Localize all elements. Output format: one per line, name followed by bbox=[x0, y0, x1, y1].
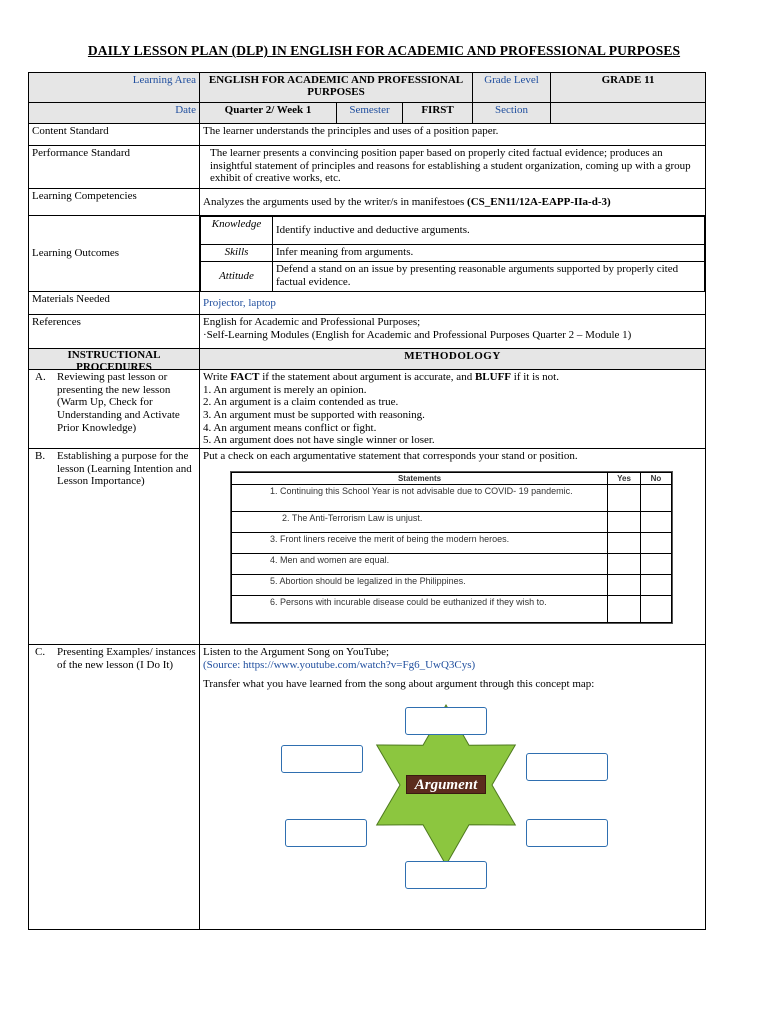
step-a-content bbox=[200, 370, 706, 449]
yes-checkbox-cell[interactable] bbox=[608, 574, 641, 595]
bluff-keyword: BLUFF bbox=[474, 371, 512, 383]
header-row-2 bbox=[29, 103, 706, 124]
step-a-instruction bbox=[203, 371, 702, 384]
learning-competencies-row bbox=[29, 189, 706, 216]
table-row bbox=[232, 553, 672, 574]
materials-row bbox=[29, 292, 706, 315]
argument-label: Argument bbox=[406, 775, 486, 794]
list-item: 3. An argument must be supported with reasoning. bbox=[203, 408, 425, 421]
learning-outcomes-table bbox=[200, 216, 705, 291]
learning-outcomes-label: Learning Outcomes bbox=[29, 216, 200, 292]
learning-competencies-cell bbox=[200, 189, 706, 216]
table-row bbox=[232, 484, 672, 511]
instruction-text: if it is not. bbox=[511, 371, 559, 383]
reference-line: English for Academic and Professional Purposes; bbox=[203, 316, 421, 328]
step-a-content-wrap bbox=[203, 371, 702, 447]
no-checkbox-cell[interactable] bbox=[641, 484, 672, 511]
step-c-label-cell bbox=[29, 645, 200, 930]
procedures-header-right: METHODOLOGY bbox=[200, 349, 706, 370]
materials-label: Materials Needed bbox=[29, 292, 200, 315]
statement-cell: 6. Persons with incurable disease could be euthanized if they wish to. bbox=[232, 595, 608, 622]
no-checkbox-cell[interactable] bbox=[641, 553, 672, 574]
step-c-letter: C. bbox=[35, 646, 46, 658]
step-a-label-wrap bbox=[35, 371, 196, 447]
table-row bbox=[232, 532, 672, 553]
step-c-line2: Transfer what you have learned from the song about argument through this concept map: bbox=[203, 678, 595, 691]
statements-header: Statements bbox=[232, 472, 608, 484]
step-c-row bbox=[29, 645, 706, 930]
statements-table-image bbox=[230, 471, 673, 624]
yes-header: Yes bbox=[608, 472, 641, 484]
materials-value: Projector, laptop bbox=[200, 292, 706, 315]
step-a-label: Reviewing past lesson or presenting the new lesson (Warm Up, Check for Understanding and Activate Prior Knowledge) bbox=[57, 371, 180, 434]
list-item: 4. An argument means conflict or fight. bbox=[203, 421, 377, 434]
statement-cell: 1. Continuing this School Year is not advisable due to COVID- 19 pandemic. bbox=[232, 484, 608, 511]
yes-checkbox-cell[interactable] bbox=[608, 595, 641, 622]
performance-standard-value: The learner presents a convincing position paper based on properly cited factual evidence; produces an insightful statement of principles and reasons for establishing a student organization, coming up with a group exhibit of creative works, etc. bbox=[200, 146, 706, 189]
yes-checkbox-cell[interactable] bbox=[608, 484, 641, 511]
step-c-content bbox=[200, 645, 706, 930]
statement-cell: 2. The Anti-Terrorism Law is unjust. bbox=[232, 511, 608, 532]
table-row bbox=[232, 511, 672, 532]
outcome-text: Identify inductive and deductive arguments. bbox=[273, 217, 705, 245]
outcome-knowledge-row bbox=[201, 217, 705, 245]
grade-level-label: Grade Level bbox=[473, 73, 551, 103]
learning-outcomes-row bbox=[29, 216, 706, 292]
instruction-text: if the statement about argument is accurate, and bbox=[259, 371, 475, 383]
outcome-domain: Attitude bbox=[201, 262, 273, 291]
reference-line: ·Self-Learning Modules (English for Academic and Professional Purposes Quarter 2 – Module 1) bbox=[203, 328, 632, 341]
lesson-plan-table bbox=[28, 72, 706, 930]
step-c-label-wrap bbox=[35, 646, 196, 671]
no-checkbox-cell[interactable] bbox=[641, 532, 672, 553]
statements-header-row bbox=[232, 472, 672, 484]
outcome-skills-row bbox=[201, 245, 705, 262]
list-item: 2. An argument is a claim contended as true. bbox=[203, 396, 399, 409]
date-label: Date bbox=[29, 103, 200, 124]
performance-standard-row bbox=[29, 146, 706, 189]
no-checkbox-cell[interactable] bbox=[641, 595, 672, 622]
no-checkbox-cell[interactable] bbox=[641, 574, 672, 595]
statement-cell: 3. Front liners receive the merit of being the modern heroes. bbox=[232, 532, 608, 553]
competency-code: (CS_EN11/12A-EAPP-IIa-d-3) bbox=[467, 195, 611, 208]
learning-competencies-label: Learning Competencies bbox=[29, 189, 200, 216]
procedures-header-text: INSTRUCTIONAL PROCEDURES bbox=[67, 349, 161, 373]
header-row-1 bbox=[29, 73, 706, 103]
step-b-row bbox=[29, 449, 706, 645]
yes-checkbox-cell[interactable] bbox=[608, 532, 641, 553]
no-checkbox-cell[interactable] bbox=[641, 511, 672, 532]
concept-box-lower-left[interactable] bbox=[285, 819, 367, 847]
table-row bbox=[232, 574, 672, 595]
statement-cell: 5. Abortion should be legalized in the Philippines. bbox=[232, 574, 608, 595]
procedures-header-left bbox=[29, 349, 200, 373]
step-b-label-cell bbox=[29, 449, 200, 645]
outcome-attitude-row bbox=[201, 262, 705, 291]
learning-area-value: ENGLISH FOR ACADEMIC AND PROFESSIONAL PURPOSES bbox=[200, 73, 473, 103]
references-label: References bbox=[29, 315, 200, 349]
concept-box-lower-right[interactable] bbox=[526, 819, 608, 847]
grade-level-value: GRADE 11 bbox=[551, 73, 706, 103]
step-b-content bbox=[200, 449, 706, 645]
list-item: 5. An argument does not have single winner or loser. bbox=[203, 434, 435, 447]
outcome-text: Infer meaning from arguments. bbox=[273, 245, 705, 262]
content-standard-value: The learner understands the principles and uses of a position paper. bbox=[200, 124, 706, 146]
concept-box-upper-right[interactable] bbox=[526, 753, 608, 781]
instruction-text: Write bbox=[203, 371, 231, 383]
step-c-line1: Listen to the Argument Song on YouTube; bbox=[203, 646, 390, 658]
content-standard-row bbox=[29, 124, 706, 146]
step-a-row bbox=[29, 370, 706, 449]
semester-value: FIRST bbox=[403, 103, 473, 124]
yes-checkbox-cell[interactable] bbox=[608, 553, 641, 574]
section-value bbox=[551, 103, 706, 124]
statements-table bbox=[231, 472, 672, 623]
concept-box-upper-left[interactable] bbox=[281, 745, 363, 773]
semester-label: Semester bbox=[337, 103, 403, 124]
no-header: No bbox=[641, 472, 672, 484]
youtube-source-link[interactable]: (Source: https://www.youtube.com/watch?v=Fg6_UwQ3Cys) bbox=[203, 658, 476, 671]
content-standard-label: Content Standard bbox=[29, 124, 200, 146]
concept-box-bottom[interactable] bbox=[405, 861, 487, 889]
concept-box-top[interactable] bbox=[405, 707, 487, 735]
step-a-letter: A. bbox=[35, 371, 46, 383]
yes-checkbox-cell[interactable] bbox=[608, 511, 641, 532]
section-label: Section bbox=[473, 103, 551, 124]
fact-keyword: FACT bbox=[230, 371, 260, 383]
performance-standard-label: Performance Standard bbox=[29, 146, 200, 189]
step-a-label-cell bbox=[29, 370, 200, 449]
learning-competencies-value: Analyzes the arguments used by the writer/s in manifestoes bbox=[203, 195, 465, 208]
date-value: Quarter 2/ Week 1 bbox=[200, 103, 337, 124]
learning-outcomes-cell bbox=[200, 216, 706, 292]
table-row bbox=[232, 595, 672, 622]
list-item: 1. An argument is merely an opinion. bbox=[203, 383, 367, 396]
document-title: DAILY LESSON PLAN (DLP) IN ENGLISH FOR ACADEMIC AND PROFESSIONAL PURPOSES bbox=[87, 43, 681, 58]
procedures-header-row bbox=[29, 349, 706, 370]
references-cell bbox=[200, 315, 706, 349]
step-b-instruction: Put a check on each argumentative statement that corresponds your stand or position. bbox=[203, 450, 578, 462]
step-b-letter: B. bbox=[35, 450, 46, 462]
outcome-domain: Knowledge bbox=[201, 217, 273, 245]
concept-map bbox=[203, 693, 673, 928]
statement-cell: 4. Men and women are equal. bbox=[232, 553, 608, 574]
references-row bbox=[29, 315, 706, 349]
outcome-domain: Skills bbox=[201, 245, 273, 262]
step-b-label-wrap bbox=[35, 450, 196, 488]
learning-area-label: Learning Area bbox=[29, 73, 200, 103]
step-c-label: Presenting Examples/ instances of the new lesson (I Do It) bbox=[57, 646, 196, 671]
outcome-text: Defend a stand on an issue by presenting reasonable arguments supported by properly cited factual evidence. bbox=[273, 262, 705, 291]
step-b-label: Establishing a purpose for the lesson (Learning Intention and Lesson Importance) bbox=[57, 450, 192, 488]
